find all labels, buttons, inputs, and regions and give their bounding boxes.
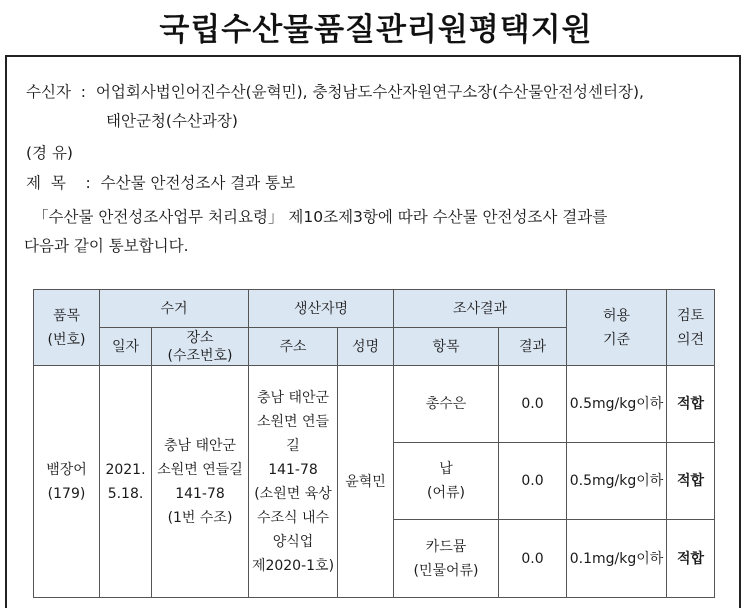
recipient-value-1: 어업회사법인어진수산(윤혁민), 충청남도수산자원연구소장(수산물안전성센터장),: [95, 83, 644, 101]
header-test-value: 결과: [499, 328, 567, 366]
subject-colon: :: [70, 174, 96, 192]
cell-limit: 0.5mg/kg이하: [567, 443, 667, 520]
result-table: [33, 289, 715, 598]
recipient-colon: :: [75, 83, 91, 101]
header-limit: 허용 기준: [567, 290, 667, 366]
header-address: 주소: [249, 328, 338, 366]
cell-limit: 0.1mg/kg이하: [567, 520, 667, 598]
subject-label: 제 목: [26, 174, 66, 192]
cell-test-value: 0.0: [499, 520, 567, 598]
subject-line: [26, 171, 295, 193]
cell-limit: 0.5mg/kg이하: [567, 366, 667, 443]
recipient-label: 수신자: [26, 83, 71, 101]
body-line-2: 다음과 같이 통보합니다.: [24, 237, 189, 255]
via-line: (경 유): [26, 144, 73, 162]
cell-test-item: 총수은: [394, 366, 499, 443]
cell-opinion: 적합: [667, 443, 715, 520]
cell-test-item: 납 (어류): [394, 443, 499, 520]
cell-test-item: 카드뮴 (민물어류): [394, 520, 499, 598]
cell-item: 뱀장어 (179): [34, 366, 100, 598]
recipient-value-2: 태안군청(수산과장): [106, 112, 238, 130]
cell-place: 충남 태안군 소원면 연들길 141-78 (1번 수조): [152, 366, 249, 598]
body-line-1: 「수산물 안전성조사업무 처리요령」 제10조제3항에 따라 수산물 안전성조사 결과를: [33, 208, 608, 226]
cell-address: 충남 태안군 소원면 연들길 141-78 (소원면 육상 수조식 내수 양식업 제2020-1호): [249, 366, 338, 598]
header-collection: 수거: [100, 290, 249, 328]
cell-opinion: 적합: [667, 520, 715, 598]
header-producer: 생산자명: [249, 290, 394, 328]
header-result: 조사결과: [394, 290, 567, 328]
header-item-no: 품목 (번호): [34, 290, 100, 366]
header-name: 성명: [338, 328, 394, 366]
header-test-item: 항목: [394, 328, 499, 366]
header-place: 장소 (수조번호): [152, 328, 249, 366]
table-row: [34, 366, 715, 443]
cell-opinion: 적합: [667, 366, 715, 443]
agency-title: 국립수산물품질관리원평택지원: [159, 12, 593, 48]
header-review: 검토 의견: [667, 290, 715, 366]
cell-name: 윤혁민: [338, 366, 394, 598]
cell-test-value: 0.0: [499, 366, 567, 443]
header-date: 일자: [100, 328, 152, 366]
subject-value: 수산물 안전성조사 결과 통보: [100, 174, 296, 192]
recipient-line: [26, 80, 644, 102]
cell-date: 2021. 5.18.: [100, 366, 152, 598]
cell-test-value: 0.0: [499, 443, 567, 520]
